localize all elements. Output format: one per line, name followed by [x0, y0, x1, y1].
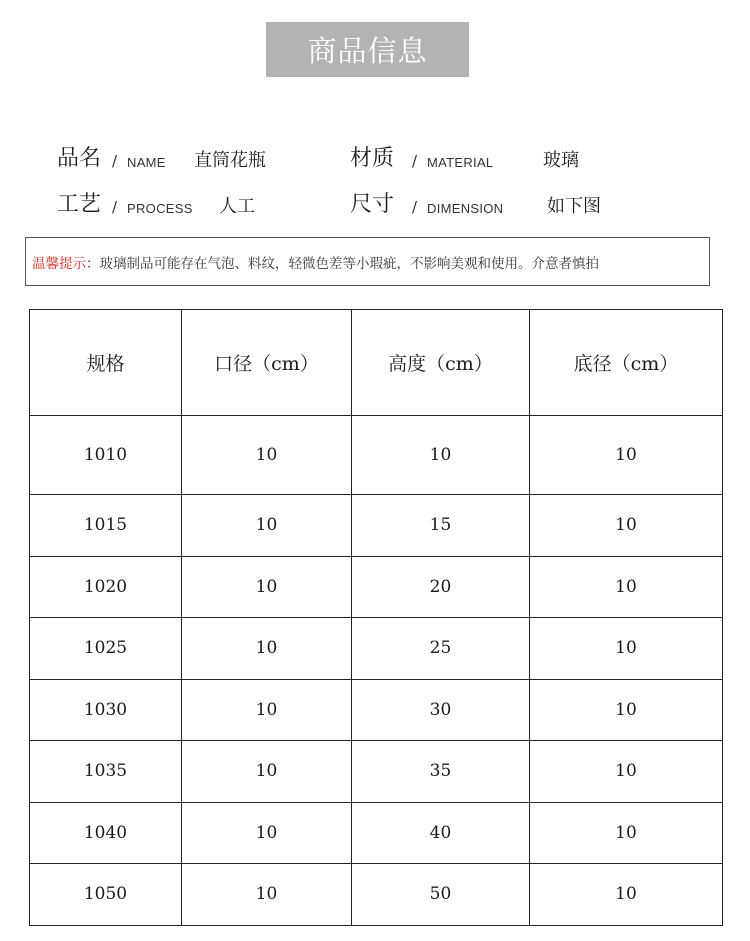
cell-spec: 1050 — [30, 864, 182, 926]
cell-spec: 1030 — [30, 679, 182, 741]
header-height: 高度（cm） — [352, 310, 530, 416]
info-process-en: PROCESS — [127, 201, 193, 216]
info-dimension-slash: / — [412, 198, 418, 216]
cell-mouth-diameter: 10 — [182, 618, 352, 680]
cell-spec: 1020 — [30, 556, 182, 618]
cell-spec: 1040 — [30, 802, 182, 864]
cell-mouth-diameter: 10 — [182, 556, 352, 618]
table-row — [30, 864, 723, 926]
info-process — [0, 186, 340, 226]
info-row-1 — [0, 140, 750, 180]
cell-height: 40 — [352, 802, 530, 864]
info-name-value: 直筒花瓶 — [194, 150, 266, 171]
notice-text: ：玻璃制品可能存在气泡、料纹，轻微色差等小瑕疵，不影响美观和使用。介意者慎拍 — [86, 255, 599, 272]
cell-spec: 1015 — [30, 495, 182, 557]
header-mouth-diameter: 口径（cm） — [182, 310, 352, 416]
cell-height: 15 — [352, 495, 530, 557]
table-row — [30, 618, 723, 680]
cell-base-diameter: 10 — [530, 416, 723, 495]
info-material-en: MATERIAL — [427, 155, 494, 170]
info-dimension — [340, 186, 750, 226]
cell-mouth-diameter: 10 — [182, 416, 352, 495]
cell-base-diameter: 10 — [530, 741, 723, 803]
info-material-value: 玻璃 — [543, 150, 579, 171]
table-row — [30, 679, 723, 741]
cell-base-diameter: 10 — [530, 618, 723, 680]
cell-height: 35 — [352, 741, 530, 803]
notice-box — [25, 237, 710, 286]
table-row — [30, 495, 723, 557]
info-material — [340, 140, 750, 180]
cell-base-diameter: 10 — [530, 679, 723, 741]
cell-height: 50 — [352, 864, 530, 926]
table-row — [30, 741, 723, 803]
header-base-diameter: 底径（cm） — [530, 310, 723, 416]
cell-mouth-diameter: 10 — [182, 864, 352, 926]
cell-height: 20 — [352, 556, 530, 618]
cell-base-diameter: 10 — [530, 556, 723, 618]
spec-table — [29, 309, 723, 926]
info-name-slash: / — [112, 152, 118, 170]
cell-mouth-diameter: 10 — [182, 741, 352, 803]
cell-base-diameter: 10 — [530, 802, 723, 864]
info-row-2 — [0, 186, 750, 226]
info-process-slash: / — [112, 198, 118, 216]
info-dimension-label: 尺寸 — [350, 192, 395, 217]
info-name — [0, 140, 340, 180]
info-dimension-value: 如下图 — [547, 196, 601, 217]
table-row — [30, 556, 723, 618]
cell-base-diameter: 10 — [530, 495, 723, 557]
table-row — [30, 802, 723, 864]
cell-height: 25 — [352, 618, 530, 680]
notice-label: 温馨提示 — [32, 255, 86, 272]
page-title: 商品信息 — [266, 22, 469, 77]
table-header-row — [30, 310, 723, 416]
info-dimension-en: DIMENSION — [427, 201, 504, 216]
cell-base-diameter: 10 — [530, 864, 723, 926]
info-material-slash: / — [412, 152, 418, 170]
cell-mouth-diameter: 10 — [182, 802, 352, 864]
info-process-label: 工艺 — [57, 192, 102, 217]
cell-spec: 1025 — [30, 618, 182, 680]
cell-mouth-diameter: 10 — [182, 495, 352, 557]
cell-height: 10 — [352, 416, 530, 495]
info-process-value: 人工 — [219, 196, 255, 217]
cell-mouth-diameter: 10 — [182, 679, 352, 741]
info-name-label: 品名 — [57, 146, 102, 171]
info-material-label: 材质 — [350, 146, 395, 171]
cell-spec: 1010 — [30, 416, 182, 495]
header-spec: 规格 — [30, 310, 182, 416]
table-row — [30, 416, 723, 495]
info-name-en: NAME — [127, 155, 166, 170]
cell-spec: 1035 — [30, 741, 182, 803]
cell-height: 30 — [352, 679, 530, 741]
